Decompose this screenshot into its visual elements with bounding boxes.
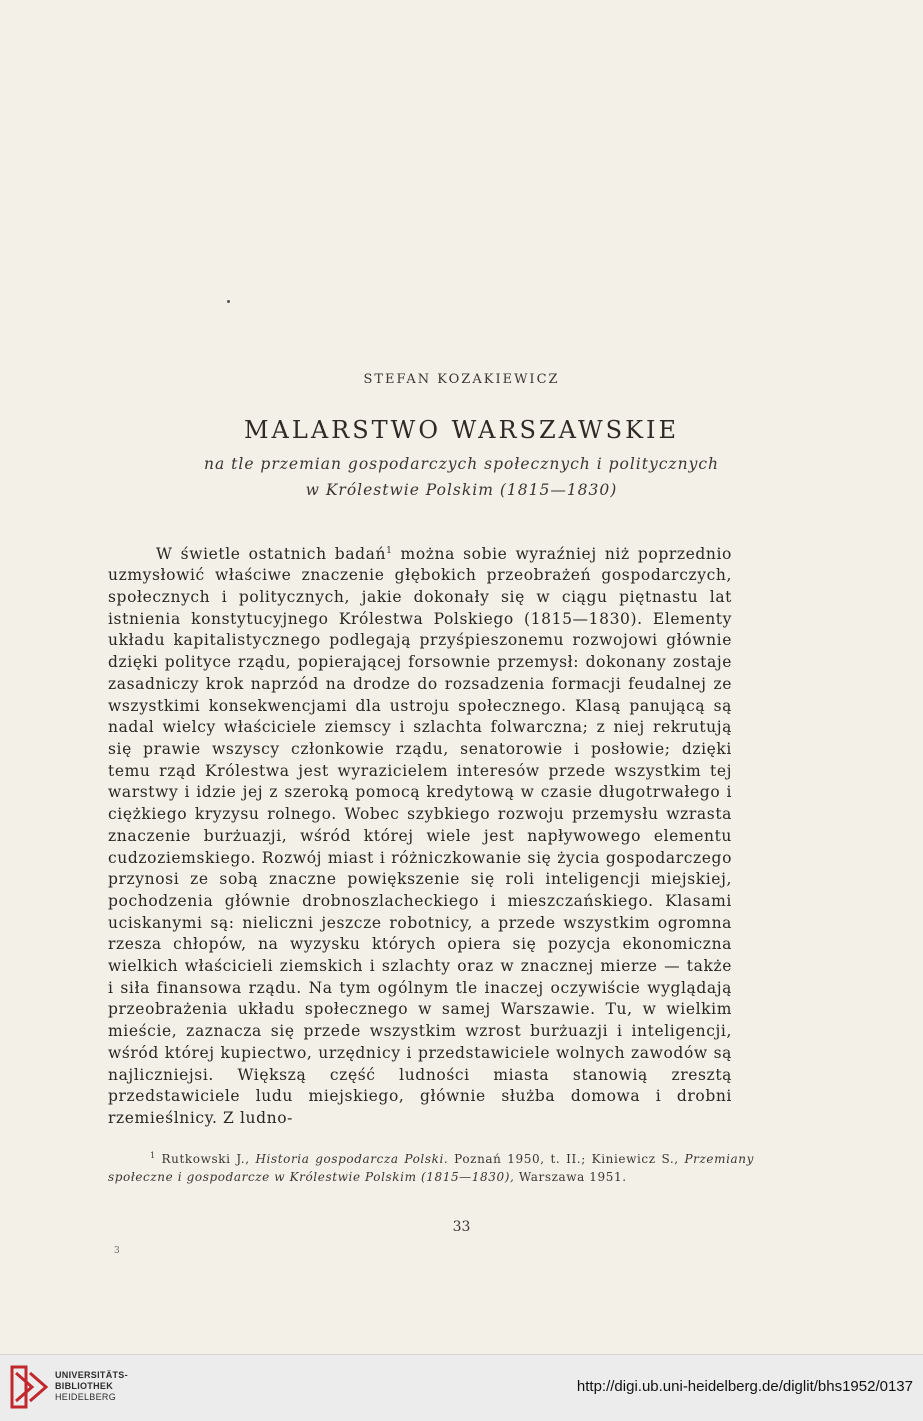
footnote-text-3: Warszawa 1951. — [514, 1170, 627, 1184]
article-subtitle-line1: na tle przemian gospodarczych społecznych i politycznych — [203, 455, 719, 473]
library-name-line2: BIBLIOTHEK — [55, 1381, 113, 1391]
body-text-rest: można sobie wyraźniej niż poprzednio uzmysłowić właściwe znaczenie głębokich przeobrażeń gospodarczych, społecznych i politycznych, jakie dokonały się w ciągu piętnastu lat istnienia konstytucyjnego Królestwa Polskiego (1815—1830). Elementy układu kapitalistycznego podlegają przyśpieszonemu rozwojowi głównie dzięki polityce rządu, popierającej forsownie przemysł: dokonany zostaje zasadniczy krok naprzód na drodze do rozsadzenia formacji feudalnej ze wszystkimi konsekwencjami dla ustroju społecznego. Klasą panującą są nadal wielcy właściciele ziemscy i szlachta folwarczna; z niej rekrutują się prawie wszyscy członkowie rządu, senatorowie i posłowie; dzięki temu rząd Królestwa jest wyrazicielem interesów przede wszystkim tej warstwy i idzie jej z szeroką pomocą kredytową w czasie długotrwałego i ciężkiego kryzysu rolnego. Wobec szybkiego rozwoju przemysłu wzrasta znaczenie burżuazji, wśród której wiele jest napływowego elementu cudzoziemskiego. Rozwój miast i różniczkowanie się życia gospodarczego przynosi ze sobą znaczne powiększenie się roli inteligencji miejskiej, pochodzenia głównie drobnoszlacheckiego i mieszczańskiego. Klasami uciskanymi są: nieliczni jeszcze robotnicy, a przede wszystkim ogromna rzesza chłopów, na wyzysku których opiera się pozycja ekonomiczna wielkich właścicieli ziemskich i szlachty oraz w znacznej mierze — także i siła finansowa rządu. Na tym ogólnym tle inaczej oczywiście wyglądają przeobrażenia układu społecznego w samej Warszawie. Tu, w wielkim mieście, zaznacza się przede wszystkim wzrost burżuazji i inteligencji, wśród której kupiectwo, urzędnicy i przedstawiciele wolnych zawodów są najliczniejsi. Większą część ludności miasta stanowią zresztą przedstawiciele ludu miejskiego, głównie służba domowa i drobni rzemieślnicy. Z ludno- — [108, 544, 732, 1127]
library-footer-bar — [0, 1354, 923, 1421]
article-title: MALARSTWO WARSZAWSKIE — [243, 416, 680, 444]
body-paragraph — [108, 541, 732, 1130]
permalink-url[interactable]: http://digi.ub.uni-heidelberg.de/diglit/bhs1952/0137 — [576, 1378, 913, 1395]
library-name — [55, 1370, 128, 1403]
footnote-title-2: Przemiany społeczne i gospodarcze w Królestwie Polskim (1815—1830), — [108, 1152, 755, 1184]
footnote-text-2: Poznań 1950, t. II.; Kiniewicz S., — [448, 1152, 685, 1166]
library-name-line1: UNIVERSITÄTS- — [55, 1370, 128, 1380]
footnote-marker: 1 — [150, 1151, 156, 1160]
printer-signature: 3 — [114, 1246, 120, 1256]
ink-speck — [227, 300, 230, 303]
footnote — [108, 1147, 754, 1186]
library-name-line3: HEIDELBERG — [55, 1392, 117, 1402]
footnote-text-1: Rutkowski J., — [155, 1152, 256, 1166]
footnote-title-1: Historia gospodarcza Polski. — [255, 1152, 449, 1166]
article-subtitle-line2: w Królestwie Polskim (1815—1830) — [305, 481, 618, 499]
page-number: 33 — [452, 1219, 471, 1235]
university-library-logo-icon[interactable] — [10, 1363, 50, 1411]
footnote-reference: 1 — [386, 545, 393, 556]
body-text-start: W świetle ostatnich badań — [156, 544, 387, 563]
author-name: STEFAN KOZAKIEWICZ — [363, 372, 560, 387]
